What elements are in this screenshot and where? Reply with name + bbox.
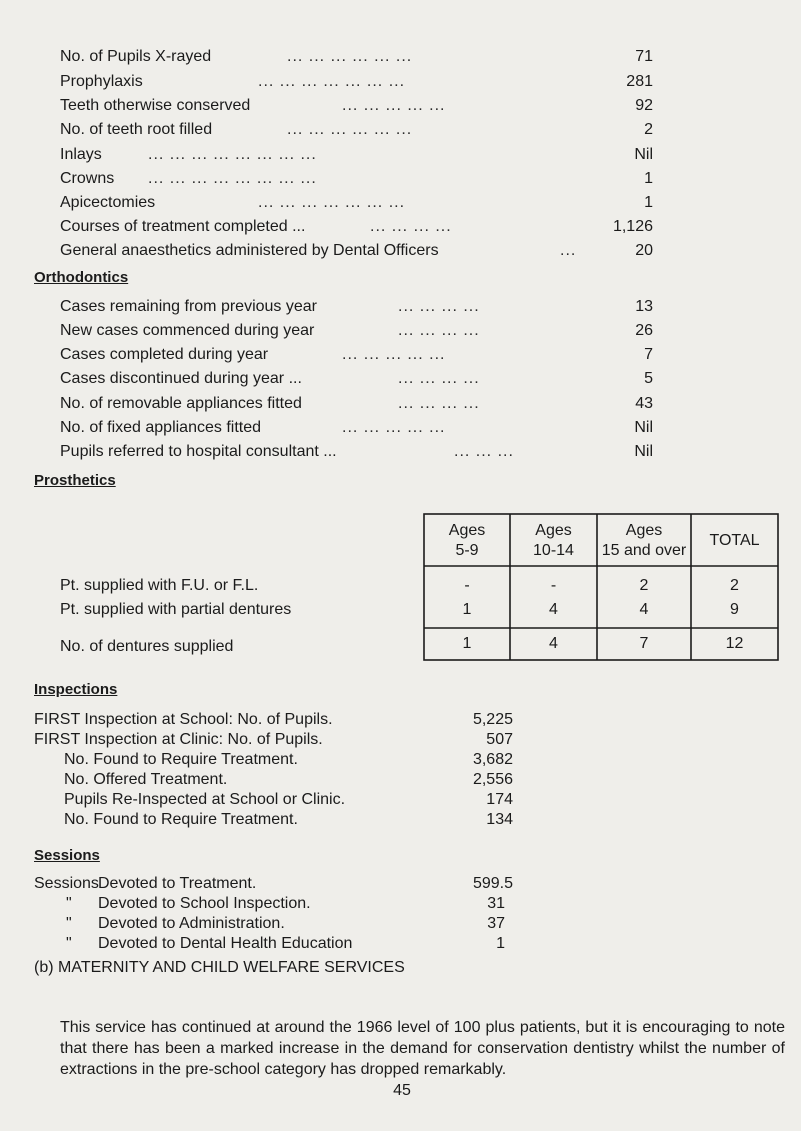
row-value: 1,126 — [612, 218, 653, 235]
inspection-value: 507 — [486, 731, 513, 748]
sessions-prefix: " — [66, 895, 72, 912]
row-value: Nil — [634, 419, 653, 436]
inspection-value: 3,682 — [472, 751, 513, 768]
section-heading-sessions: Sessions — [34, 847, 100, 864]
leader-dots: ... ... ... ... ... — [342, 97, 446, 114]
inspection-label: No. Found to Require Treatment. — [64, 811, 298, 828]
section-heading-prosthetics: Prosthetics — [34, 472, 116, 489]
sessions-value: 37 — [487, 915, 505, 932]
leader-dots: ... ... ... ... ... — [342, 419, 446, 436]
leader-dots: ... ... ... — [454, 443, 514, 460]
header-line: Ages — [448, 522, 486, 539]
row-value: Nil — [634, 443, 653, 460]
inspection-label: FIRST Inspection at Clinic: No. of Pupils. — [34, 731, 323, 748]
table-total-cell: 1 — [462, 635, 472, 652]
row-label: Cases remaining from previous year — [60, 298, 317, 315]
row-value: 20 — [635, 242, 653, 259]
table-total-label: No. of dentures supplied — [60, 638, 234, 655]
page-number: 45 — [393, 1082, 411, 1099]
leader-dots: ... ... ... ... ... ... — [287, 48, 413, 65]
header-line: 10-14 — [533, 542, 574, 559]
leader-dots: ... — [560, 242, 577, 259]
table-cell: - — [550, 577, 557, 594]
header-line: TOTAL — [709, 532, 760, 549]
header-line: Ages — [535, 522, 572, 539]
sessions-value: 599.5 — [472, 875, 513, 892]
table-total-cell: 7 — [639, 635, 649, 652]
inspection-label: No. Found to Require Treatment. — [64, 751, 298, 768]
leader-dots: ... ... ... ... ... ... ... — [258, 194, 406, 211]
table-header-total — [691, 531, 778, 551]
inspection-value: 174 — [486, 791, 513, 808]
row-label: Teeth otherwise conserved — [60, 97, 251, 114]
inspection-value: 5,225 — [472, 711, 513, 728]
sessions-label: Devoted to School Inspection. — [98, 895, 311, 912]
row-label: New cases commenced during year — [60, 322, 315, 339]
sessions-value: 31 — [487, 895, 505, 912]
inspection-value: 2,556 — [472, 771, 513, 788]
table-row-label: Pt. supplied with partial dentures — [60, 601, 292, 618]
table-header-ages-5-9 — [424, 521, 510, 561]
row-value: 281 — [626, 73, 653, 90]
body-paragraph: This service has continued at around the 1966 level of 100 plus patients, but it is encouraging to note that there has been a marked increase in the demand for conservation dentistry whilst the number of extractions in the pre-school category has dropped remarkably. — [60, 1019, 785, 1078]
table-cell: 2 — [730, 577, 739, 594]
table-total-cell: 4 — [549, 635, 558, 652]
sessions-label: Devoted to Dental Health Education — [98, 935, 353, 952]
sessions-label: Devoted to Treatment. — [98, 875, 257, 892]
table-cell: 2 — [639, 577, 649, 594]
inspection-value: 134 — [486, 811, 513, 828]
sessions-prefix: " — [66, 935, 72, 952]
row-label: Cases completed during year — [60, 346, 269, 363]
header-line: Ages — [625, 522, 663, 539]
row-value: 2 — [644, 121, 653, 138]
row-value: 13 — [635, 298, 653, 315]
leader-dots: ... ... ... ... — [398, 322, 480, 339]
row-label: Apicectomies — [60, 194, 156, 211]
row-value: 92 — [635, 97, 653, 114]
row-label: No. of fixed appliances fitted — [60, 419, 262, 436]
row-value: 26 — [635, 322, 653, 339]
row-label: General anaesthetics administered by Dental Officers — [60, 242, 439, 259]
row-value: 5 — [644, 370, 653, 387]
leader-dots: ... ... ... ... — [398, 370, 480, 387]
leader-dots: ... ... ... ... ... ... ... ... — [148, 170, 317, 187]
table-total-cell: 12 — [725, 635, 744, 652]
table-row-label: Pt. supplied with F.U. or F.L. — [60, 577, 259, 594]
table-cell: 4 — [639, 601, 649, 618]
section-heading-inspections: Inspections — [34, 681, 118, 698]
table-cell: 1 — [462, 601, 472, 618]
row-value: Nil — [634, 146, 653, 163]
section-heading-orthodontics: Orthodontics — [34, 269, 129, 286]
row-value: 7 — [644, 346, 653, 363]
row-value: 1 — [644, 194, 653, 211]
table-cell: 4 — [549, 601, 558, 618]
row-label: No. of removable appliances fitted — [60, 395, 302, 412]
row-value: 1 — [644, 170, 653, 187]
table-cell: - — [464, 577, 470, 594]
inspection-label: Pupils Re-Inspected at School or Clinic. — [64, 791, 346, 808]
row-label: Courses of treatment completed ... — [60, 218, 306, 235]
table-header-ages-15-over — [597, 521, 691, 561]
row-label: Crowns — [60, 170, 115, 187]
row-label: Prophylaxis — [60, 73, 143, 90]
sessions-label: Devoted to Administration. — [98, 915, 285, 932]
leader-dots: ... ... ... ... — [398, 298, 480, 315]
table-cell: 9 — [730, 601, 739, 618]
row-label: Cases discontinued during year ... — [60, 370, 302, 387]
header-line: 5-9 — [455, 542, 479, 559]
sessions-value: 1 — [496, 935, 505, 952]
leader-dots: ... ... ... ... — [370, 218, 452, 235]
row-label: Inlays — [60, 146, 102, 163]
section-b-title: (b) MATERNITY AND CHILD WELFARE SERVICES — [34, 959, 405, 976]
sessions-prefix: Sessions — [34, 875, 99, 892]
leader-dots: ... ... ... ... ... ... ... — [258, 73, 406, 90]
leader-dots: ... ... ... ... ... ... ... ... — [148, 146, 317, 163]
inspection-label: No. Offered Treatment. — [64, 771, 228, 788]
row-value: 71 — [635, 48, 653, 65]
inspection-label: FIRST Inspection at School: No. of Pupils. — [34, 711, 333, 728]
leader-dots: ... ... ... ... ... — [342, 346, 446, 363]
header-line: 15 and over — [601, 542, 687, 559]
row-label: No. of Pupils X-rayed — [60, 48, 212, 65]
row-value: 43 — [635, 395, 653, 412]
row-label: No. of teeth root filled — [60, 121, 213, 138]
sessions-prefix: " — [66, 915, 72, 932]
row-label: Pupils referred to hospital consultant ... — [60, 443, 337, 460]
leader-dots: ... ... ... ... ... ... — [287, 121, 413, 138]
leader-dots: ... ... ... ... — [398, 395, 480, 412]
table-header-ages-10-14 — [510, 521, 597, 561]
